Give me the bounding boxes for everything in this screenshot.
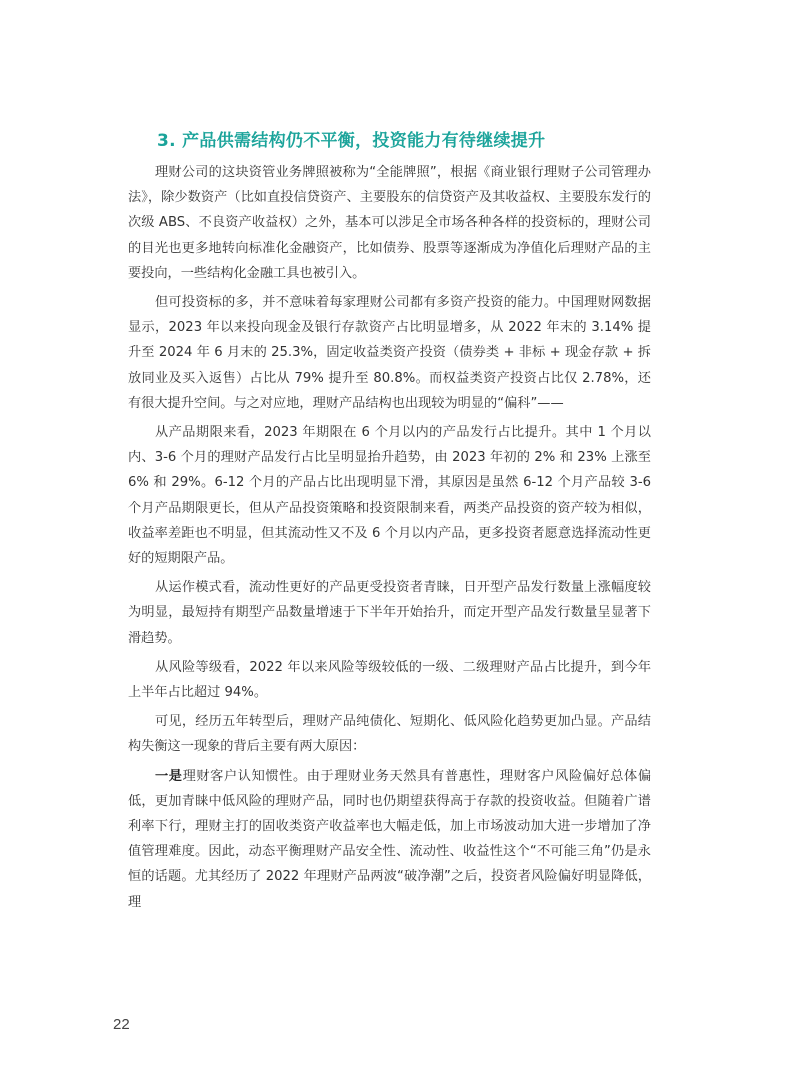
page-number: 22: [113, 1016, 130, 1033]
paragraph: 理财公司的这块资管业务牌照被称为“全能牌照”，根据《商业银行理财子公司管理办法》，除少数资产（比如直投信贷资产、主要股东的信贷资产及其收益权、主要股东发行的次级 ABS、不良资产收益权）之外，基本可以涉足全市场各种各样的投资标的，理财公司的目光也更多地转向标准化金融资产，比如债券、股票等逐渐成为净值化后理财产品的主要投向，一些结构化金融工具也被引入。: [128, 165, 651, 281]
paragraph: 可见，经历五年转型后，理财产品纯债化、短期化、低风险化趋势更加凸显。产品结构失衡这一现象的背后主要有两大原因：: [128, 714, 651, 755]
paragraph: 从运作模式看，流动性更好的产品更受投资者青睐，日开型产品发行数量上涨幅度较为明显，最短持有期型产品数量增速于下半年开始抬升，而定开型产品发行数量呈显著下滑趋势。: [128, 580, 651, 646]
reason-text: 理财客户认知惯性。由于理财业务天然具有普惠性，理财客户风险偏好总体偏低，更加青睐中低风险的理财产品，同时也仍期望获得高于存款的投资收益。但随着广谱利率下行，理财主打的固收类资产收益率也大幅走低，加上市场波动加大进一步增加了净值管理难度。因此，动态平衡理财产品安全性、流动性、收益性这个“不可能三角”仍是永恒的话题。尤其经历了 2022 年理财产品两波“破净潮”之后，投资者风险偏好明显降低，理: [128, 768, 652, 910]
paragraph-reason-one: [128, 764, 651, 915]
paragraph: 从产品期限来看，2023 年期限在 6 个月以内的产品发行占比提升。其中 1 个月以内、3-6 个月的理财产品发行占比呈明显抬升趋势，由 2023 年初的 2% 和 23% 上涨至 6% 和 29%。6-12 个月的产品占比出现明显下滑，其原因是虽然 6-12 个月产品较 3-6 个月产品期限更长，但从产品投资策略和投资限制来看，两类产品投资的资产较为相似，收益率差距也不明显，但其流动性又不及 6 个月以内产品，更多投资者愿意选择流动性更好的短期限产品。: [128, 425, 651, 567]
reason-lead: 一是: [155, 768, 183, 784]
paragraph: 从风险等级看，2022 年以来风险等级较低的一级、二级理财产品占比提升，到今年上半年占比超过 94%。: [128, 659, 651, 701]
section-heading: 3. 产品供需结构仍不平衡，投资能力有待继续提升: [157, 131, 546, 151]
body-text: [128, 160, 651, 919]
paragraph: 但可投资标的多，并不意味着每家理财公司都有多资产投资的能力。中国理财网数据显示，2023 年以来投向现金及银行存款资产占比明显增多，从 2022 年末的 3.14% 提升至 2024 年 6 月末的 25.3%，固定收益类资产投资（债券类 + 非标 + 现金存款 + 拆放同业及买入返售）占比从 79% 提升至 80.8%。而权益类资产投资占比仅 2.78%，还有很大提升空间。与之对应地，理财产品结构也出现较为明显的“偏科”——: [128, 295, 651, 411]
